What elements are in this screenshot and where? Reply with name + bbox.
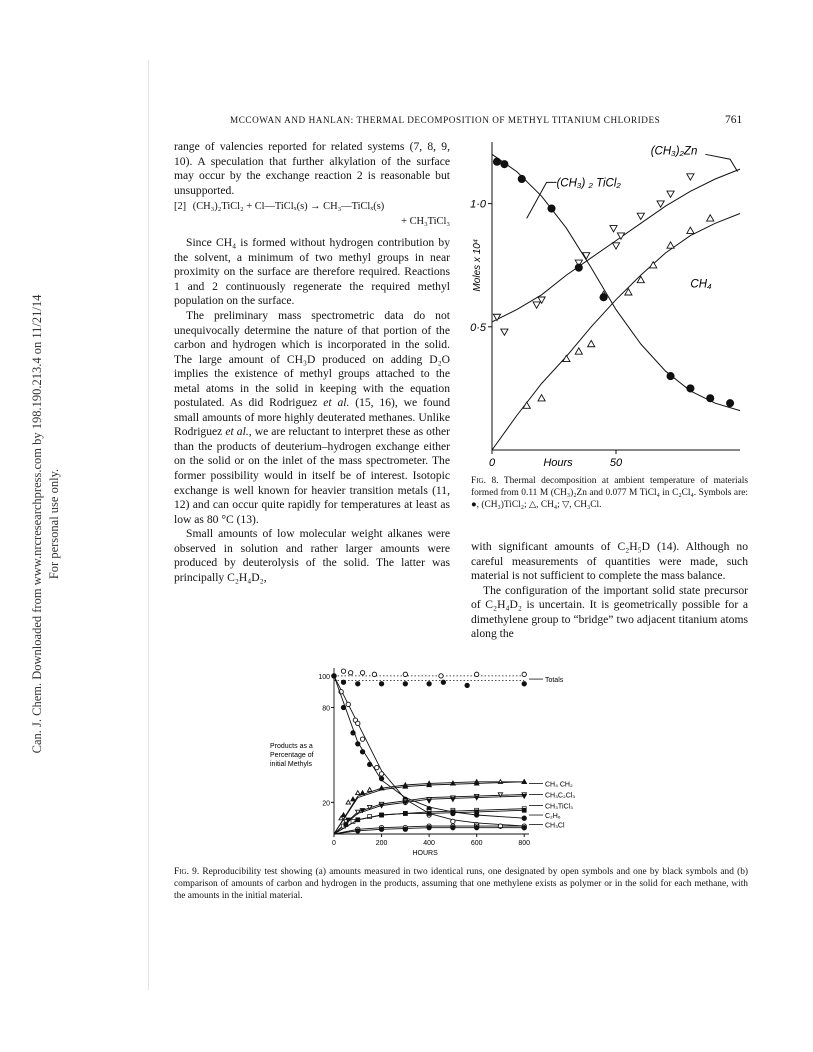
equation-rhs: + CH₃TiCl₃ [401, 215, 450, 227]
data-point [367, 762, 371, 766]
x-tick-label: 0 [332, 840, 336, 847]
data-point [379, 827, 383, 831]
paragraph: Since CH₄ is formed without hydrogen contribution by the solvent, a minimum of two methyl groups in near proximity on the surface are therefore required. Reactions 1 and 2 continuously regenerate the required methyl population on the surface. [174, 236, 450, 308]
data-point [548, 205, 555, 212]
caption-label: Fig. 8. [471, 476, 499, 486]
data-point [612, 243, 619, 249]
data-point [441, 680, 445, 684]
data-point [610, 226, 617, 232]
data-point [379, 776, 383, 780]
data-point [575, 348, 582, 354]
data-point [356, 682, 360, 686]
x-tick-label: 200 [375, 840, 388, 847]
data-point [356, 721, 360, 725]
x-tick-label: 50 [609, 457, 623, 469]
data-point [501, 329, 508, 335]
data-point [474, 825, 478, 829]
data-point [341, 813, 345, 817]
data-point [538, 395, 545, 401]
data-point [360, 791, 364, 795]
x-axis-title: HOURS [412, 850, 438, 857]
data-point [372, 672, 376, 676]
data-point [522, 780, 526, 784]
data-point [451, 819, 455, 823]
data-point [451, 798, 455, 802]
x-tick-label: 800 [518, 840, 531, 847]
caption-text: Thermal decomposition at ambient temperature of materials formed from 0.11 M (CH₃)₂Zn and 0.077 M TiCl₄ in C₂Cl₄. Symbols are: ●, (CH₃)TiCl₂; △, CH₄; ▽, CH₃Cl. [471, 476, 748, 510]
data-point [522, 816, 526, 820]
data-point [475, 810, 479, 814]
series-label: CH₄ CH₂ [544, 781, 573, 789]
data-point [332, 674, 336, 678]
equation-number: [2] [174, 201, 187, 213]
data-point [667, 242, 674, 248]
data-point [465, 683, 469, 687]
data-point [588, 340, 595, 346]
data-point [403, 682, 407, 686]
data-point [379, 772, 383, 776]
y-tick-label: 0·5 [470, 321, 486, 334]
y-tick-label: 80 [322, 705, 330, 713]
figure-8-caption [471, 475, 748, 511]
data-point [341, 705, 345, 709]
data-point [341, 680, 345, 684]
annotation-leader [527, 182, 557, 218]
data-point [474, 672, 478, 676]
caption-text: Reproducibility test showing (a) amounts measured in two identical runs, one designated by open symbols and one by black symbols and (b) comparison of amounts of carbon and hydrogen in the products, assuming that one methylene exists as polymer or in the solid for each methane, with the amounts in the initial material. [174, 867, 749, 901]
right-text-column [471, 540, 748, 642]
data-point [726, 400, 733, 407]
data-point [356, 829, 360, 833]
data-point [379, 804, 383, 808]
series-label: Totals [544, 677, 564, 685]
data-point [451, 781, 455, 785]
data-point [707, 395, 714, 402]
y-axis-title-line: Products as a [270, 743, 313, 750]
left-text-column [174, 140, 450, 585]
data-point [687, 174, 694, 180]
y-axis-title-line: Percentage of [270, 752, 314, 759]
data-point [522, 808, 526, 812]
paragraph: Small amounts of low molecular weight alkanes were observed in solution and rather larger amounts were produced by deuterolysis of the solid. The latter was principally C₂H₄D₂, [174, 527, 450, 584]
data-point [617, 233, 624, 239]
paragraph: range of valencies reported for related systems (7, 8, 9, 10). A speculation that further alkylation of the surface may occur by the exchange reaction 2 is reasonable but unsupported. [174, 140, 450, 197]
figure-9-chart [262, 662, 642, 862]
data-point [356, 791, 360, 795]
data-point [522, 672, 526, 676]
text-run: The preliminary mass spectrometric data do not unequivocally determine the nature of that portion of the carbon and hydrogen which is incorporated in the solid. The large amount of CH₃D produced on adding D₂O implies the existence of methyl groups attached to the metal atoms in the solid in keeping with the equation postulated. As did Rodriguez [174, 309, 450, 410]
data-point [650, 262, 657, 268]
italic-et-al: et al. [323, 396, 350, 410]
data-point [687, 385, 694, 392]
data-point [351, 797, 355, 801]
x-tick-label: 0 [488, 457, 496, 469]
data-point [522, 682, 526, 686]
data-point [533, 302, 540, 308]
data-point [346, 800, 350, 804]
data-point [403, 827, 407, 831]
data-point [600, 294, 607, 301]
data-point [367, 788, 371, 792]
x-tick-label: 400 [423, 840, 435, 847]
paragraph: with significant amounts of C₂H₅D (14). Although no careful measurements of quantities were made, such material is not sufficient to complete the mass balance. [471, 540, 748, 583]
series-label: CH₃Cl [544, 822, 565, 830]
data-point [360, 750, 364, 754]
data-point [403, 811, 407, 815]
watermark-line-2: For personal use only. [47, 468, 61, 580]
series-label: C₂H₆ [544, 813, 561, 821]
data-point [493, 158, 500, 165]
data-point [351, 731, 355, 735]
data-point [518, 175, 525, 182]
y-tick-label: 20 [322, 800, 330, 808]
data-point [427, 825, 431, 829]
data-point [379, 786, 383, 790]
text-run: , we are reluctant to interpret these as other than the products of deuterium–hydrogen exchange either on the solid or on the inlet of the mass spectrometer. The former possibility would in itself be of interest. Isotopic exchange is well known for heavier transition metals (11, 12) and can occur quite rapidly for temperatures at least as low as 80 °C (13). [174, 425, 450, 526]
data-point [657, 201, 664, 207]
figure-9-caption [174, 866, 748, 902]
data-point [341, 669, 345, 673]
data-point [348, 671, 352, 675]
annotation-label: (CH₃) ₂ TiCl₂ [556, 177, 621, 190]
data-point [451, 825, 455, 829]
data-point [427, 811, 431, 815]
data-point [344, 823, 348, 827]
y-axis-title [270, 743, 314, 768]
data-point [667, 191, 674, 197]
data-point [493, 314, 500, 320]
y-axis-title: Moles x 10⁴ [472, 238, 483, 292]
page-gutter-line [148, 60, 149, 990]
data-point [360, 737, 364, 741]
data-point [403, 672, 407, 676]
watermark-line-1: Can. J. Chem. Downloaded from www.nrcresearchpress.com by 198.190.213.4 on 11/21/14 [30, 294, 44, 754]
data-point [637, 213, 644, 219]
data-point [498, 793, 502, 797]
data-point [575, 264, 582, 271]
y-axis-title-line: initial Methyls [270, 761, 313, 768]
data-point [427, 682, 431, 686]
x-tick-label: 600 [470, 840, 483, 847]
data-point [563, 355, 570, 361]
data-point [522, 825, 526, 829]
paragraph: The configuration of the important solid state precursor of C₂H₄D₂ is uncertain. It is geometrically possible for a dimethylene group to “bridge” two adjacent titanium atoms along the [471, 583, 748, 641]
annotation-label: CH₄ [690, 278, 712, 291]
data-point [667, 372, 674, 379]
data-point [356, 742, 360, 746]
data-point [360, 671, 364, 675]
data-point [356, 818, 360, 822]
data-point [522, 794, 526, 798]
data-point [380, 813, 384, 817]
figure-8-chart [462, 138, 744, 476]
data-point [427, 799, 431, 803]
equation-2 [174, 200, 450, 215]
data-point [501, 161, 508, 168]
download-watermark [29, 209, 65, 839]
annotation-leader [705, 154, 737, 171]
data-point [439, 674, 443, 678]
annotation-label: (CH₃)₂Zn [650, 145, 698, 158]
series-label: CH₃TiCl₃ [544, 803, 573, 811]
text-run: (15, 16), we found small amounts of more highly deuterated methanes. Unlike Rodriguez [174, 396, 450, 439]
caption-label: Fig. 9. [174, 867, 200, 877]
paragraph [174, 309, 450, 527]
page-number: 761 [725, 114, 743, 126]
y-tick-label: 1·0 [470, 198, 486, 211]
x-axis-title: Hours [543, 457, 573, 469]
equation-lhs: (CH₃)₂TiCl₂ + Cl—TiClₓ(s) → CH₃—TiClₓ(s) [192, 201, 385, 213]
data-point [451, 810, 455, 814]
data-point [346, 702, 350, 706]
data-point [707, 215, 714, 221]
running-header: MCCOWAN AND HANLAN: THERMAL DECOMPOSITION OF METHYL TITANIUM CHLORIDES [230, 115, 661, 125]
data-point [474, 796, 478, 800]
data-point [687, 227, 694, 233]
y-tick-label: 100 [318, 673, 330, 681]
series-label: CH₃C₂Cl₃ [544, 792, 576, 800]
italic-et-al: et al. [225, 425, 249, 439]
data-point [375, 765, 379, 769]
data-point [379, 682, 383, 686]
